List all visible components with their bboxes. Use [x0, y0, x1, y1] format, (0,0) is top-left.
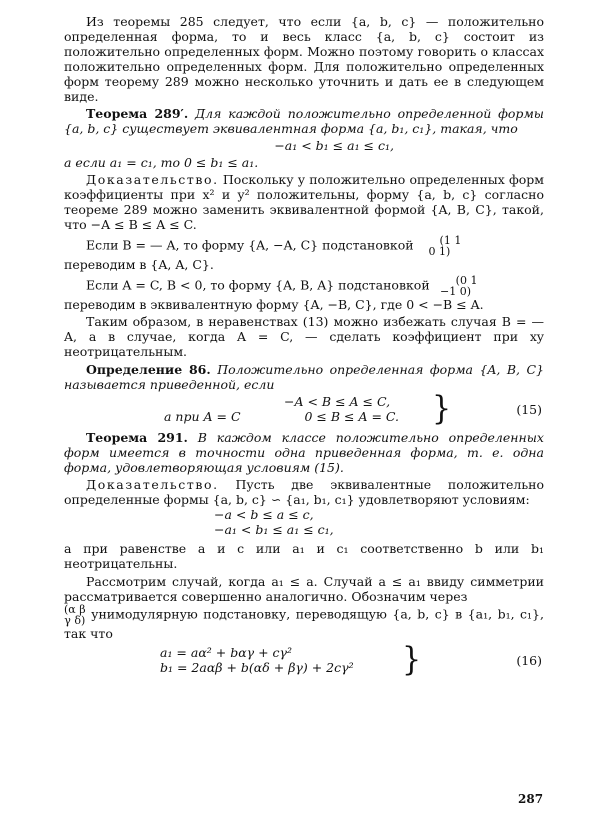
equation-16-body — [64, 640, 544, 679]
summary-paragraph: Таким образом, в неравенствах (13) можно избежать случая B = — A, а в случае, когда A = C, — сделать коэффициент при xy неотрицательным. — [64, 314, 544, 359]
equation-16-line-2: b₁ = 2aαβ + b(αδ + βγ) + 2cγ² — [160, 660, 354, 675]
theorem-291-label: Теорема 291. — [86, 430, 188, 445]
page-body — [64, 14, 544, 677]
proof-2-formula-2: −a₁ < b₁ ≤ a₁ ≤ c₁, — [214, 522, 334, 537]
case-1-text: Если B = — A, то форму {A, −A, C} подстановкой — [86, 237, 414, 253]
equation-16-line-1: a₁ = aα² + bαγ + cγ² — [160, 645, 293, 660]
equation-15-line-2 — [164, 409, 544, 424]
proof-1 — [64, 172, 544, 232]
equation-15-line-1: −A < B ≤ A ≤ C, — [284, 394, 391, 409]
proof-2-formula-1: −a < b ≤ a ≤ c, — [214, 507, 314, 522]
equation-15-formula: 0 ≤ B ≤ A = C. — [304, 409, 400, 424]
proof-2-after: а при равенстве a и c или a₁ и c₁ соответственно b или b₁ неотрицательны. — [64, 541, 544, 571]
consider-paragraph: Рассмотрим случай, когда a₁ ≤ a. Случай a ≤ a₁ ввиду симметрии рассматривается совершенно аналогично. Обозначим через — [64, 574, 544, 604]
equation-16-number: (16) — [516, 652, 542, 668]
page-number: 287 — [518, 792, 544, 806]
case-1-matrix-row-1: 1 1 — [443, 234, 462, 247]
case-1-after: переводим в {A, A, C}. — [64, 257, 214, 272]
consider-substitution — [64, 604, 544, 641]
equation-15-number: (15) — [516, 401, 542, 417]
definition-86-text: Положительно определенная форма {A, B, C} называется приведенной, если — [64, 362, 544, 392]
case-1-matrix: (1 1 0 1) — [428, 234, 462, 258]
theorem-291-text: В каждом классе положительно определенных форм имеется в точности одна приведенная форма, т. е. одна форма, удовлетворяющая условиям (15). — [64, 430, 544, 475]
case-1 — [64, 235, 544, 257]
case-2-matrix: (0 1 −1 0) — [440, 274, 478, 298]
proof-1-label: Доказательство. — [86, 172, 219, 187]
proof-2-text: Пусть две эквивалентные положительно определенные формы {a, b, c} ∽ {a₁, b₁, c₁} удовлетворяют условиям: — [64, 477, 544, 507]
equation-15-body — [64, 389, 544, 428]
proof-1-text: Поскольку у положительно определенных форм коэффициенты при x² и y² положительны, форму {a, b, c} согласно теореме 289 можно заменить эквивалентной формой {A, B, C}, такой, что −A ≤ B ≤ A ≤ C. — [64, 172, 544, 232]
definition-86-label: Определение 86. — [86, 362, 211, 377]
proof-2-label: Доказательство. — [86, 477, 219, 492]
case-1-matrix-row-2: 0 1 — [428, 245, 447, 258]
consider-after: унимодулярную подстановку, переводящую {a, b, c} в {a₁, b₁, c₁}, так что — [64, 606, 544, 641]
theorem-289-label: Теорема 289′. — [86, 106, 189, 121]
theorem-291 — [64, 430, 544, 475]
equation-16 — [64, 640, 544, 679]
definition-86 — [64, 362, 544, 392]
theorem-289-formula-2: а если a₁ = c₁, то 0 ≤ b₁ ≤ a₁. — [64, 155, 259, 170]
case-2-matrix-row-1: 0 1 — [459, 274, 478, 287]
case-2 — [64, 275, 544, 297]
case-2-text: Если A = C, B < 0, то форму {A, B, A} подстановкой — [86, 277, 430, 293]
theorem-289-formula-1: −a₁ < b₁ ≤ a₁ ≤ c₁, — [274, 138, 394, 153]
intro-paragraph: Из теоремы 285 следует, что если {a, b, c} — положительно определенная форма, то и весь класс {a, b, c} состоит из положительно определенных форм. Можно поэтому говорить о классах положительно определенных форм. Для положительно определенных форм теорему 289 можно несколько уточнить и дать ее в следующем виде. — [64, 14, 544, 104]
equation-15-brace: } — [432, 389, 452, 428]
consider-matrix-row-1: α β — [68, 603, 86, 616]
case-2-matrix-row-2: −1 0 — [440, 285, 467, 298]
theorem-289-prime — [64, 106, 544, 136]
equation-15 — [64, 389, 544, 428]
proof-2 — [64, 477, 544, 507]
consider-matrix-row-2: γ δ — [64, 614, 81, 627]
theorem-289-text: Для каждой положительно определенной формы {a, b, c} существует эквивалентная форма {a, b₁, c₁}, такая, что — [64, 106, 544, 136]
consider-matrix: (α β γ δ) — [64, 603, 86, 627]
equation-16-brace: } — [402, 640, 422, 679]
case-2-after: переводим в эквивалентную форму {A, −B, C}, где 0 < −B ≤ A. — [64, 297, 484, 312]
equation-15-condition: а при A = C — [164, 409, 241, 424]
